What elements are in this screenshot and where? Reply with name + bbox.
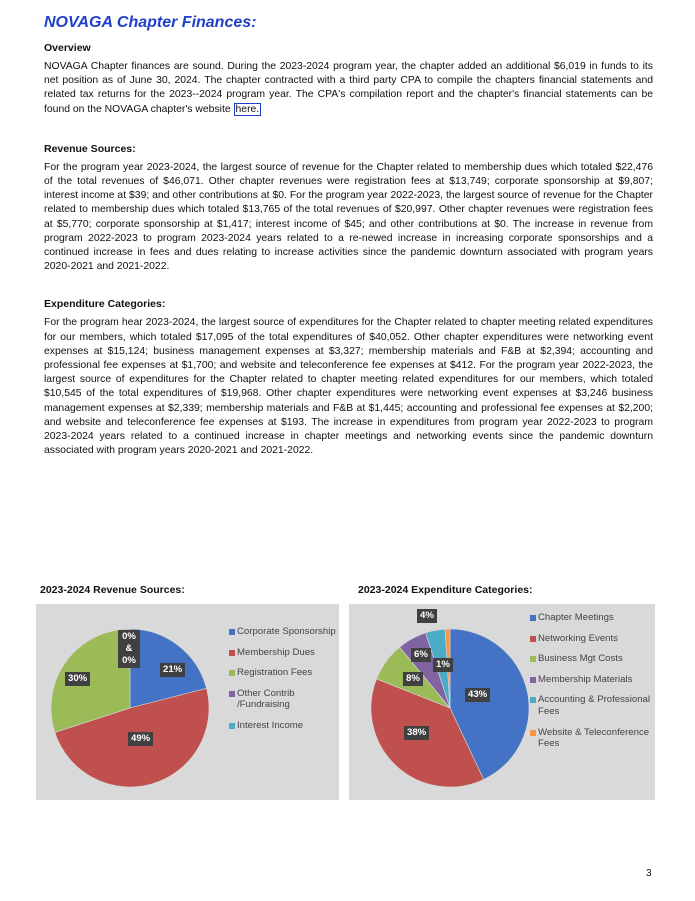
revenue-legend-label-0: Corporate Sponsorship — [237, 626, 336, 637]
expenditure-legend-item-0 — [530, 612, 654, 624]
revenue-label-zero: 0% & 0% — [118, 630, 140, 668]
expenditure-legend-label-3: Membership Materials — [538, 673, 633, 685]
expenditure-legend-label-1: Networking Events — [538, 632, 618, 644]
expenditure-chart-title: 2023-2024 Expenditure Categories: — [358, 584, 533, 596]
revenue-legend-label-1: Membership Dues — [237, 646, 315, 658]
expenditure-label-chapter: 43% — [465, 688, 490, 702]
page-number: 3 — [646, 868, 652, 879]
revenue-label-membership: 49% — [128, 732, 153, 746]
revenue-heading: Revenue Sources: — [44, 142, 136, 155]
expenditure-legend-item-5 — [530, 727, 654, 750]
website-link[interactable]: here. — [235, 103, 260, 115]
expenditure-legend-swatch-2 — [530, 656, 536, 662]
expenditure-label-business: 8% — [403, 672, 423, 686]
revenue-legend-label-2: Registration Fees — [237, 667, 313, 679]
revenue-chart-title: 2023-2024 Revenue Sources: — [40, 584, 185, 596]
expenditure-label-website: 1% — [433, 658, 453, 672]
revenue-label-registration: 30% — [65, 672, 90, 686]
revenue-legend-item-3 — [229, 688, 337, 711]
revenue-legend-swatch-3 — [229, 691, 235, 697]
revenue-legend — [229, 626, 337, 741]
expenditure-label-networking: 38% — [404, 726, 429, 740]
expenditure-legend-swatch-3 — [530, 677, 536, 683]
expenditure-legend-item-3 — [530, 674, 654, 686]
revenue-legend-swatch-1 — [229, 650, 235, 656]
revenue-legend-swatch-2 — [229, 670, 235, 676]
expenditure-legend-swatch-5 — [530, 730, 536, 736]
revenue-legend-label-4: Interest Income — [237, 719, 304, 731]
expenditure-heading: Expenditure Categories: — [44, 298, 166, 311]
revenue-paragraph: For the program year 2023-2024, the largest source of revenue for the Chapter related to membership dues which totaled $22,476 of the total revenues of $46,071. Other chapter revenues were registration fees at $13,749; corporate sponsorship at $9,807; interest income at $39; and other contributions at $0. For the program year 2022-2023, the largest source of revenue for the Chapter related to membership dues which totaled $13,765 of the total revenues of $20,997. Other chapter revenues were registration fees at $5,770; corporate sponsorship at $1,417; interest income of $45; and other contributions at $0. The increase in revenue from program 2022-2023 to program 2023-2024 years related to a re-newed increase in increasing corporate sponsorships and a continued increase in fees and dues relating to increase activities since the pandemic downturn associated with program years 2020-2021 and 2021-2022. — [44, 161, 653, 273]
revenue-legend-item-2 — [229, 667, 337, 679]
expenditure-legend — [530, 612, 654, 759]
revenue-legend-item-1 — [229, 647, 337, 659]
expenditure-legend-item-4 — [530, 694, 654, 717]
expenditure-chart — [349, 604, 655, 800]
overview-heading: Overview — [44, 42, 91, 54]
expenditure-legend-swatch-0 — [530, 615, 536, 621]
expenditure-legend-item-2 — [530, 653, 654, 665]
overview-text: NOVAGA Chapter finances are sound. During the 2023-2024 program year, the chapter added an additional $6,019 in funds to its net position as of June 30, 2024. The chapter contracted with a third party CPA to compile the chapters financial statements and related tax returns for the 2023--2024 program year. The CPA's compilation report and the chapter's financial statements can be found on the NOVAGA chapter's website — [44, 61, 653, 115]
revenue-legend-item-0 — [229, 626, 337, 638]
revenue-legend-swatch-4 — [229, 723, 235, 729]
revenue-legend-swatch-0 — [229, 629, 235, 635]
expenditure-legend-label-4: Accounting & Professional Fees — [538, 694, 650, 717]
expenditure-legend-label-2: Business Mgt Costs — [538, 653, 623, 665]
revenue-chart — [36, 604, 339, 800]
expenditure-legend-label-5: Website & Teleconference Fees — [538, 726, 650, 750]
expenditure-legend-swatch-1 — [530, 636, 536, 642]
revenue-legend-label-3: Other Contrib /Fundraising — [237, 687, 295, 711]
expenditure-legend-label-0: Chapter Meetings — [538, 612, 614, 623]
document-body — [44, 14, 653, 458]
expenditure-legend-item-1 — [530, 633, 654, 645]
page-title: NOVAGA Chapter Finances: — [44, 14, 257, 31]
expenditure-label-membership: 6% — [411, 648, 431, 662]
expenditure-label-accounting: 4% — [417, 609, 437, 623]
expenditure-paragraph: For the program hear 2023-2024, the largest source of expenditures for the Chapter related to chapter meeting related expenditures for our members, which totaled $17,095 of the total expenditures of $40,052. Other chapter expenditures were networking event expenses at $15,124; business management expenses at $3,327; membership materials and F&B at $2,394; accounting and professional fee expenses at $1,700; and website and teleconference fee expenses at $412. For the program year 2022-2023, the largest source of expenditures for the Chapter related to chapter meeting related expenditures for our members, which totaled $10,545 of the total expenditures of $19,968. Other chapter expenditures were networking event expenses at $3,246 business management expenses at $2,339; membership materials and F&B at $1,445; accounting and professional fee expenses at $2,200; and website and teleconference fee expenses at $193. The increase in expenditures from program year 2022-2023 to program 2023-2024 years related to a continued increase in chapter meetings and networking events since the pandemic downturn associated with program years 2020-2021 and 2021-2022. — [44, 317, 653, 457]
overview-paragraph — [44, 60, 653, 117]
expenditure-legend-swatch-4 — [530, 697, 536, 703]
revenue-legend-item-4 — [229, 720, 337, 732]
revenue-label-corporate: 21% — [160, 663, 185, 677]
